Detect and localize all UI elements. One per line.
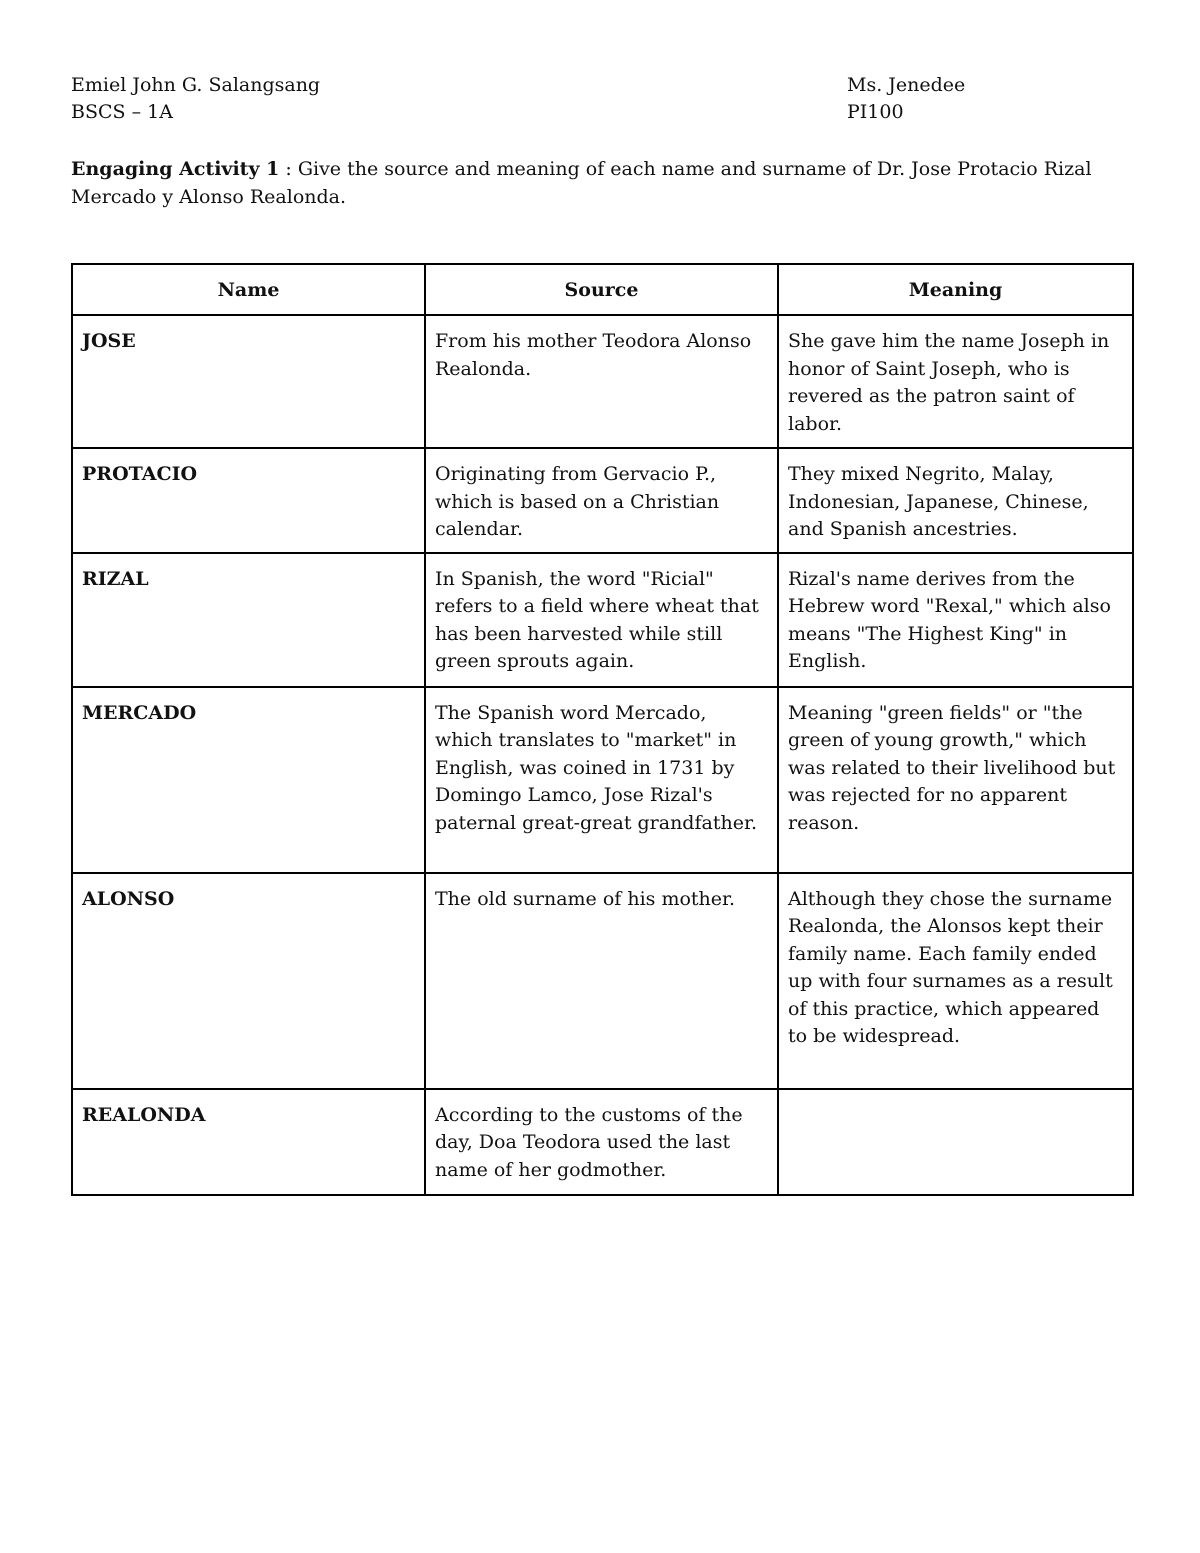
student-name: Emiel John G. Salangsang — [71, 74, 321, 96]
meaning-cell: They mixed Negrito, Malay, Indonesian, Japanese, Chinese, and Spanish ancestries. — [778, 448, 1133, 553]
source-cell: In Spanish, the word "Ricial" refers to a field where wheat that has been harvested while still green sprouts again. — [425, 553, 778, 687]
source-cell: From his mother Teodora Alonso Realonda. — [425, 315, 778, 448]
source-cell: The old surname of his mother. — [425, 873, 778, 1089]
subject-code: PI100 — [847, 101, 904, 123]
name-meaning-table — [71, 263, 1134, 1196]
column-header-name: Name — [72, 264, 425, 315]
name-cell: ALONSO — [72, 873, 425, 1089]
table-row — [72, 687, 1133, 873]
table-row — [72, 873, 1133, 1089]
table-header-row — [72, 264, 1133, 315]
column-header-meaning: Meaning — [778, 264, 1133, 315]
source-cell: The Spanish word Mercado, which translates to "market" in English, was coined in 1731 by Domingo Lamco, Jose Rizal's paternal great-great grandfather. — [425, 687, 778, 873]
instructor-name: Ms. Jenedee — [847, 74, 966, 96]
meaning-cell: Meaning "green fields" or "the green of young growth," which was related to their livelihood but was rejected for no apparent reason. — [778, 687, 1133, 873]
meaning-cell: Rizal's name derives from the Hebrew word "Rexal," which also means "The Highest King" in English. — [778, 553, 1133, 687]
name-cell: JOSE — [72, 315, 425, 448]
name-cell: REALONDA — [72, 1089, 425, 1195]
column-header-source: Source — [425, 264, 778, 315]
activity-instructions — [71, 155, 1131, 211]
table-row — [72, 553, 1133, 687]
meaning-cell: Although they chose the surname Realonda, the Alonsos kept their family name. Each family ended up with four surnames as a result of this practice, which appeared to be widespread. — [778, 873, 1133, 1089]
activity-prompt: Give the source and meaning of each name and surname of Dr. Jose Protacio Rizal Mercado y Alonso Realonda. — [71, 158, 1092, 208]
table-row — [72, 315, 1133, 448]
table-row — [72, 1089, 1133, 1195]
source-cell: Originating from Gervacio P., which is based on a Christian calendar. — [425, 448, 778, 553]
meaning-cell — [778, 1089, 1133, 1195]
name-cell: RIZAL — [72, 553, 425, 687]
header-right — [847, 72, 965, 126]
header-left — [71, 72, 320, 126]
table-row — [72, 448, 1133, 553]
activity-label: Engaging Activity 1 — [71, 158, 280, 180]
course-section: BSCS – 1A — [71, 101, 173, 123]
name-cell: MERCADO — [72, 687, 425, 873]
name-cell: PROTACIO — [72, 448, 425, 553]
meaning-cell: She gave him the name Joseph in honor of Saint Joseph, who is revered as the patron saint of labor. — [778, 315, 1133, 448]
source-cell: According to the customs of the day, Doa Teodora used the last name of her godmother. — [425, 1089, 778, 1195]
activity-separator: : — [279, 158, 298, 180]
